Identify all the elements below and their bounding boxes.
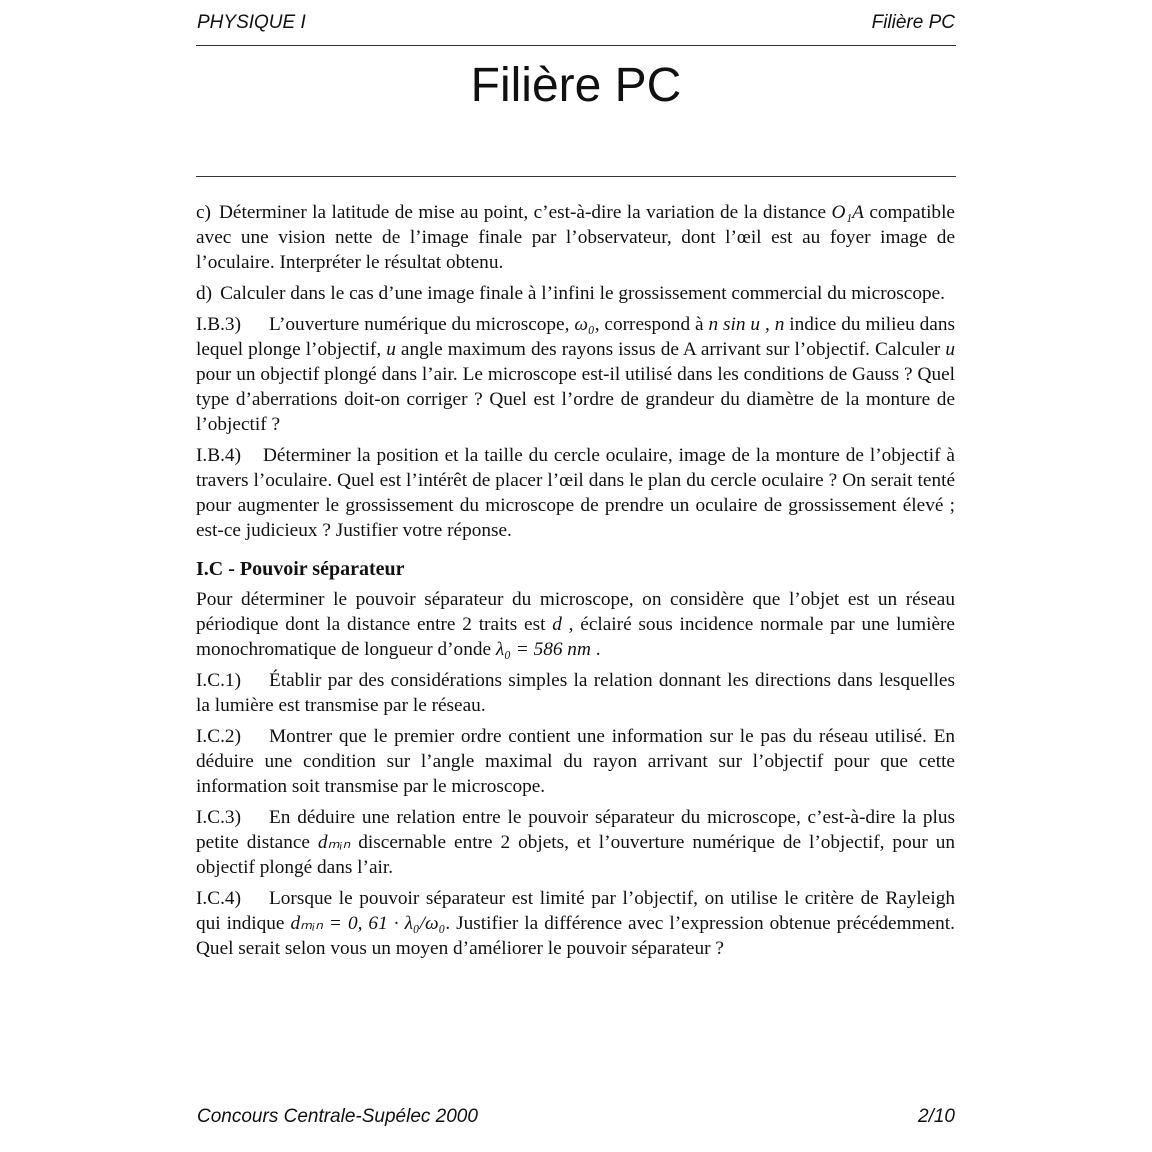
- question-ic3: [196, 805, 955, 880]
- running-header-track: Filière PC: [871, 12, 955, 33]
- intro-text: .: [590, 639, 601, 660]
- question-text: . Justifier la différence avec l’expression obtenue précédemment. Quel serait selon vous un moyen d’améliorer le pouvoir séparateur ?: [196, 913, 955, 959]
- math-inline: u: [386, 339, 396, 360]
- footer-source: Concours Centrale-Supélec 2000: [197, 1106, 478, 1127]
- math-inline: d: [552, 614, 562, 635]
- question-ib4: [196, 443, 955, 543]
- question-text: compatible avec une vision nette de l’image finale par l’observateur, dont l’œil est au foyer image de l’oculaire. Interpréter le résultat obtenu.: [196, 202, 955, 273]
- section-heading-ic: I.C - Pouvoir séparateur: [196, 558, 405, 580]
- question-c: [196, 200, 955, 275]
- document-body: [196, 200, 955, 967]
- question-text: Lorsque le pouvoir séparateur est limité par l’objectif, on utilise le critère de Rayleigh qui indique: [196, 888, 955, 934]
- question-label: I.C.4): [196, 888, 241, 909]
- question-text: L’ouverture numérique du microscope,: [268, 314, 575, 335]
- question-label: I.C.2): [196, 726, 241, 747]
- question-label: I.B.3): [196, 314, 241, 335]
- math-inline: u: [945, 339, 955, 360]
- question-label: d): [196, 283, 213, 304]
- question-d: [196, 281, 955, 306]
- question-ic4: [196, 886, 955, 961]
- page-number: 2/10: [918, 1106, 955, 1127]
- question-label: c): [196, 202, 211, 223]
- question-ic2: [196, 724, 955, 799]
- header-rule: [196, 45, 956, 46]
- question-text: indice du milieu dans lequel plonge l’objectif,: [196, 314, 955, 360]
- question-text: Déterminer la position et la taille du cercle oculaire, image de la monture de l’objectif à travers l’oculaire. Quel est l’intérêt de placer l’œil dans le plan du cercle oculaire ? On serait tenté pour augmenter le grossissement du microscope de prendre un oculaire de grossissement élevé ; est-ce judicieux ? Justifier votre réponse.: [196, 445, 955, 541]
- question-text: ,: [760, 314, 775, 335]
- question-label: I.C.1): [196, 670, 241, 691]
- math-inline: dₘᵢₙ: [317, 832, 351, 853]
- math-inline: ω₀: [574, 314, 595, 335]
- title-rule: [196, 176, 956, 177]
- math-inline: n sin u: [708, 314, 761, 335]
- intro-text: Pour déterminer le pouvoir séparateur du microscope, on considère que l’objet est un réseau périodique dont la distance entre 2 traits est: [196, 589, 955, 635]
- question-text: , correspond à: [594, 314, 709, 335]
- question-text: angle maximum des rayons issus de A arrivant sur l’objectif. Calculer: [395, 339, 946, 360]
- math-inline: O₁A: [831, 202, 864, 223]
- question-label: I.B.4): [196, 445, 241, 466]
- math-inline: dₘᵢₙ = 0, 61 · λ₀/ω₀: [290, 913, 446, 934]
- question-text: Montrer que le premier ordre contient une information sur le pas du réseau utilisé. En déduire une condition sur l’angle maximal du rayon arrivant sur l’objectif pour que cette information soit transmise par le microscope.: [196, 726, 955, 797]
- page-title: Filière PC: [470, 59, 682, 112]
- math-inline: λ₀ = 586 nm: [495, 639, 591, 660]
- question-text: En déduire une relation entre le pouvoir séparateur du microscope, c’est-à-dire la plus petite distance: [196, 807, 955, 853]
- question-text: Établir par des considérations simples la relation donnant les directions dans lesquelles la lumière est transmise par le réseau.: [196, 670, 955, 716]
- math-inline: n: [774, 314, 785, 335]
- question-text: discernable entre 2 objets, et l’ouverture numérique de l’objectif, pour un objectif plongé dans l’air.: [196, 832, 956, 878]
- intro-text: , éclairé sous incidence normale par une lumière monochromatique de longueur d’onde: [196, 614, 955, 660]
- question-ib3: [196, 312, 955, 437]
- question-text: Calculer dans le cas d’une image finale à l’infini le grossissement commercial du microscope.: [220, 283, 946, 304]
- question-text: Déterminer la latitude de mise au point, c’est-à-dire la variation de la distance: [218, 202, 832, 223]
- section-intro-ic: [196, 587, 955, 662]
- question-text: pour un objectif plongé dans l’air. Le microscope est-il utilisé dans les conditions de Gauss ? Quel type d’aberrations doit-on corriger ? Quel est l’ordre de grandeur du diamètre de la monture de l’objectif ?: [196, 364, 955, 435]
- question-ic1: [196, 668, 955, 718]
- question-label: I.C.3): [196, 807, 241, 828]
- running-header-subject: PHYSIQUE I: [197, 12, 306, 33]
